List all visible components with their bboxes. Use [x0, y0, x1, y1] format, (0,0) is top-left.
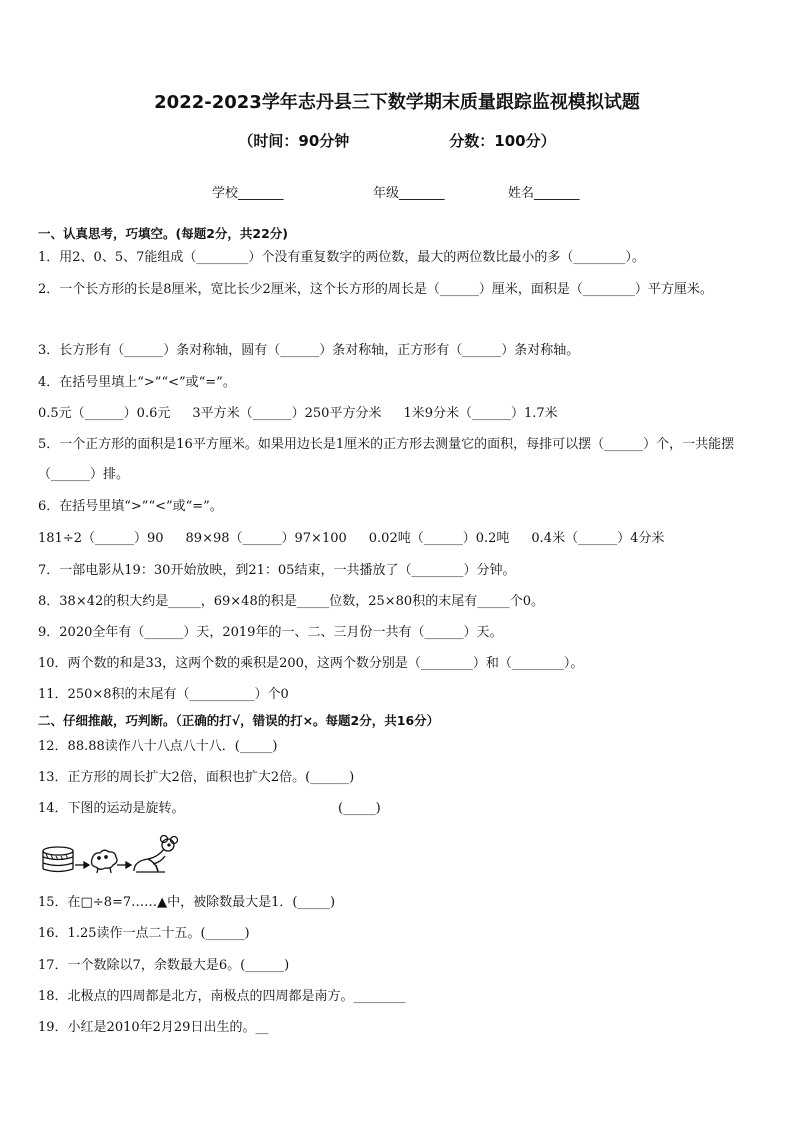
- exam-title: 2022-2023学年志丹县三下数学期末质量跟踪监视模拟试题: [154, 92, 640, 113]
- question-14-text: 14．下图的运动是旋转。: [38, 801, 185, 816]
- grade-field[interactable]: 年级_______: [373, 186, 445, 201]
- q4-item-3: 1米9分米（______）1.7米: [403, 406, 558, 421]
- q6-item-1: 181÷2（______）90: [38, 531, 164, 546]
- question-12: 12．88.88读作八十八点八十八．(_____): [38, 739, 278, 754]
- question-13: 13．正方形的周长扩大2倍，面积也扩大2倍。(______): [38, 770, 355, 785]
- section-1-heading: 一、认真思考，巧填空。(每题2分，共22分): [38, 226, 289, 241]
- rotation-figure: [40, 835, 190, 877]
- question-18: 18．北极点的四周都是北方，南极点的四周都是南方。________: [38, 989, 406, 1004]
- question-1: 1．用2、0、5、7能组成（________）个没有重复数字的两位数，最大的两位数比最小的多（________）。: [38, 250, 645, 265]
- question-9: 9．2020全年有（______）天，2019年的一、二、三月份一共有（______）天。: [38, 625, 503, 640]
- question-6-items: [38, 530, 758, 548]
- q6-item-2: 89×98（______）97×100: [185, 531, 347, 546]
- question-2: 2．一个长方形的长是8厘米，宽比长少2厘米，这个长方形的周长是（______）厘米，面积是（________）平方厘米。: [38, 282, 713, 297]
- q6-item-3: 0.02吨（______）0.2吨: [368, 531, 510, 546]
- q4-item-1: 0.5元（______）0.6元: [38, 406, 171, 421]
- question-4-items: [38, 405, 758, 423]
- question-16: 16．1.25读作一点二十五。(______): [38, 926, 250, 941]
- mouse-drawing: [134, 836, 178, 873]
- name-field[interactable]: 姓名_______: [508, 186, 580, 201]
- question-19: 19．小红是2010年2月29日出生的。__: [38, 1020, 269, 1035]
- question-14-blank: (_____): [338, 801, 381, 816]
- sheep-drawing: [92, 850, 118, 873]
- q6-item-4: 0.4米（______）4分米: [531, 531, 665, 546]
- question-15: 15．在□÷8=7……▲中，被除数最大是1．(_____): [38, 895, 336, 910]
- exam-subtitle: [0, 130, 794, 151]
- question-3: 3．长方形有（______）条对称轴，圆有（______）条对称轴，正方形有（______）条对称轴。: [38, 343, 580, 358]
- question-5: 5．一个正方形的面积是16平方厘米。如果用边长是1厘米的正方形去测量它的面积，每排可以摆（______）个，一共能摆（______）排。: [38, 437, 735, 482]
- school-field[interactable]: 学校_______: [212, 186, 284, 201]
- section-2-heading: 二、仔细推敲，巧判断。（正确的打√，错误的打×。每题2分，共16分）: [38, 713, 440, 728]
- score-info: 分数：100分）: [449, 132, 556, 150]
- question-17: 17．一个数除以7，余数最大是6。(______): [38, 958, 290, 973]
- question-4: 4．在括号里填上“>”“<”或“=”。: [38, 375, 236, 390]
- question-8: 8．38×42的积大约是_____，69×48的积是_____位数，25×80积的末尾有_____个0。: [38, 594, 544, 609]
- question-14: [38, 800, 758, 818]
- question-11: 11．250×8积的末尾有（__________）个0: [38, 687, 289, 702]
- question-7: 7．一部电影从19：30开始放映，到21：05结束，一共播放了（________）分钟。: [38, 563, 516, 578]
- arrow-right-icon: [75, 862, 89, 868]
- question-6: 6．在括号里填“>”“<”或“=”。: [38, 499, 223, 514]
- question-10: 10．两个数的和是33，这两个数的乘积是200，这两个数分别是（________）和（________）。: [38, 656, 584, 671]
- cake-drawing: [43, 847, 73, 872]
- arrow-right-icon: [117, 862, 131, 868]
- q4-item-2: 3平方米（______）250平方分米: [192, 406, 382, 421]
- time-info: （时间：90分钟: [238, 132, 350, 150]
